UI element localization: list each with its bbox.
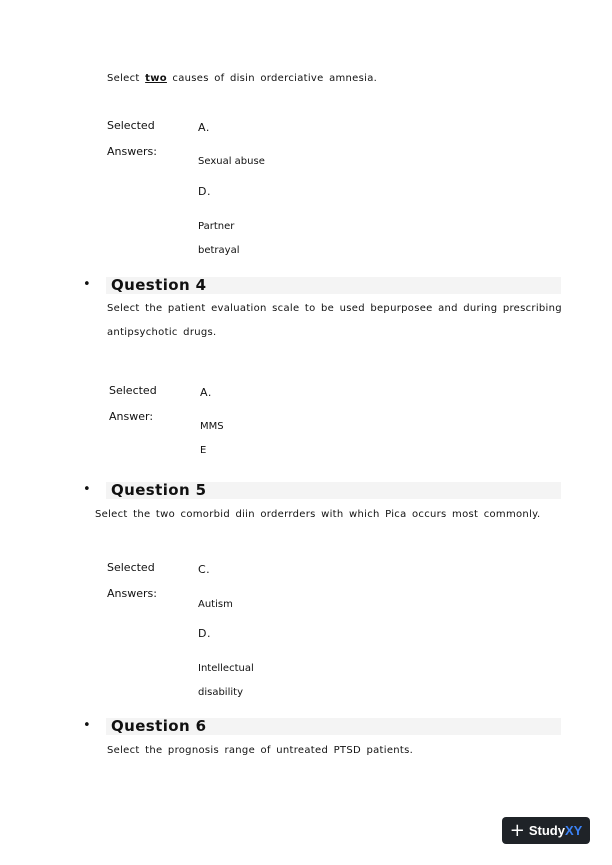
q5-selected-label: Selected xyxy=(107,561,155,574)
q3-answer1-text: Sexual abuse xyxy=(198,156,265,167)
plus-icon: + xyxy=(509,820,525,841)
q4-prompt-line2: antipsychotic drugs. xyxy=(107,327,217,338)
q4-title: Question 4 xyxy=(111,276,207,294)
q3-answer2-line1: Partner xyxy=(198,221,235,232)
brand-accent: XY xyxy=(564,823,583,838)
brand-logo-text xyxy=(529,823,582,838)
q4-answer-label: Answer: xyxy=(109,410,154,423)
q5-prompt: Select the two comorbid diin orderrders with which Pica occurs most commonly. xyxy=(95,509,541,520)
q3-prompt-emphasis: two xyxy=(145,73,167,84)
q5-answer2-line2: disability xyxy=(198,687,243,698)
q5-answer2-line1: Intellectual xyxy=(198,663,254,674)
q6-prompt: Select the prognosis range of untreated PTSD patients. xyxy=(107,745,414,756)
q5-answers-label: Answers: xyxy=(107,587,157,600)
q5-answer2-letter: D. xyxy=(198,627,211,640)
q3-selected-label: Selected xyxy=(107,119,155,132)
q4-answer1-line2: E xyxy=(200,445,207,456)
q4-prompt-line1: Select the patient evaluation scale to be used bepurposee and during prescribing xyxy=(107,303,562,314)
q4-answer1-line1: MMS xyxy=(200,421,224,432)
q5-title: Question 5 xyxy=(111,481,207,499)
q3-prompt-pre: Select xyxy=(107,73,146,84)
studyxy-badge[interactable] xyxy=(502,817,590,844)
q3-answers-label: Answers: xyxy=(107,145,157,158)
q4-selected-label: Selected xyxy=(109,384,157,397)
q5-bullet: • xyxy=(83,482,91,497)
q5-answer1-letter: C. xyxy=(198,563,211,576)
q6-bullet: • xyxy=(83,718,91,733)
q3-prompt xyxy=(107,73,377,84)
q3-answer1-letter: A. xyxy=(198,121,210,134)
q3-prompt-post: causes of disin orderciative amnesia. xyxy=(166,73,378,84)
brand-main: Study xyxy=(528,823,565,838)
q4-bullet: • xyxy=(83,277,91,292)
q3-answer2-line2: betrayal xyxy=(198,245,240,256)
q4-answer1-letter: A. xyxy=(200,386,212,399)
q3-answer2-letter: D. xyxy=(198,185,211,198)
q5-answer1-text: Autism xyxy=(198,599,233,610)
q6-title: Question 6 xyxy=(111,717,207,735)
